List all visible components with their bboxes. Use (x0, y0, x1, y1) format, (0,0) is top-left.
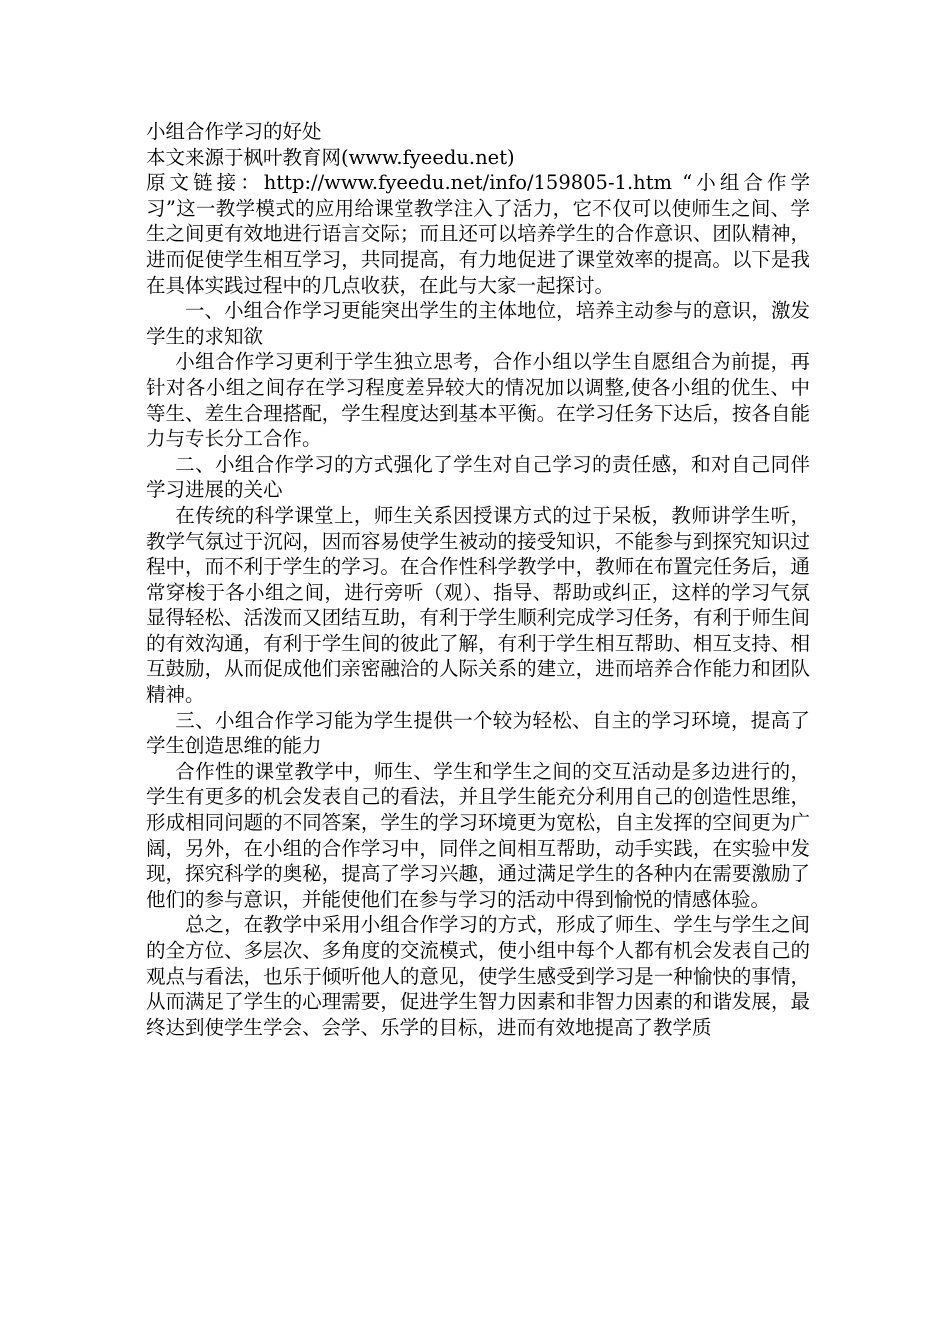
section-paragraph-3: 合作性的课堂教学中，师生、学生和学生之间的交互活动是多边进行的，学生有更多的机会发表自己的看法，并且学生能充分利用自己的创造性思维，形成相同问题的不同答案，学生的学习环境更为宽松，自主发挥的空间更为广阔，另外，在小组的合作学习中，同伴之间相互帮助，动手实践，在实验中发现，探究科学的奥秘，提高了学习兴趣，通过满足学生的各种内在需要激励了他们的参与意识，并能使他们在参与学习的活动中得到愉悦的情感体验。 (146, 759, 810, 911)
source-line: 本文来源于枫叶教育网(www.fyeedu.net) (146, 145, 515, 169)
section-heading-1: 一、小组合作学习更能突出学生的主体地位，培养主动参与的意识，激发学生的求知欲 (146, 299, 810, 348)
section-heading-2: 二、小组合作学习的方式强化了学生对自己学习的责任感，和对自己同伴学习进展的关心 (146, 452, 810, 502)
section-heading-3: 三、小组合作学习能为学生提供一个较为轻松、自主的学习环境，提高了学生创造思维的能力 (146, 708, 810, 758)
document-title: 小组合作学习的好处 (146, 120, 322, 143)
intro-paragraph: 原文链接：http://www.fyeedu.net/info/159805-1.htm “小组合作学习”这一教学模式的应用给课堂教学注入了活力，它不仅可以使师生之间、学生之间更有效地进行语言交际；而且还可以培养学生的合作意识、团队精神，进而促使学生相互学习，共同提高，有力地促进了课堂效率的提高。以下是我在具体实践过程中的几点收获，在此与大家一起探讨。 (146, 171, 810, 297)
section-paragraph-2: 在传统的科学课堂上，师生关系因授课方式的过于呆板，教师讲学生听，教学气氛过于沉闷，因而容易使学生被动的接受知识，不能参与到探究知识过程中，而不利于学生的学习。在合作性科学教学中，教师在布置完任务后，通常穿梭于各小组之间，进行旁听（观）、指导、帮助或纠正，这样的学习气氛显得轻松、活泼而又团结互助，有利于学生顺利完成学习任务，有利于师生间的有效沟通，有利于学生间的彼此了解，有利于学生相互帮助、相互支持、相互鼓励，从而促成他们亲密融洽的人际关系的建立，进而培养合作能力和团队精神。 (146, 503, 810, 707)
conclusion-paragraph: 总之，在教学中采用小组合作学习的方式，形成了师生、学生与学生之间的全方位、多层次、多角度的交流模式，使小组中每个人都有机会发表自己的观点与看法，也乐于倾听他人的意见，使学生感受到学习是一种愉快的事情，从而满足了学生的心理需要，促进学生智力因素和非智力因素的和谐发展，最终达到使学生学会、会学、乐学的目标，进而有效地提高了教学质 (146, 913, 810, 1039)
section-paragraph-1: 小组合作学习更利于学生独立思考，合作小组以学生自愿组合为前提，再针对各小组之间存在学习程度差异较大的情况加以调整,使各小组的优生、中等生、差生合理搭配，学生程度达到基本平衡。在学习任务下达后，按各自能力与专长分工合作。 (146, 350, 810, 451)
document-body (146, 119, 810, 1040)
